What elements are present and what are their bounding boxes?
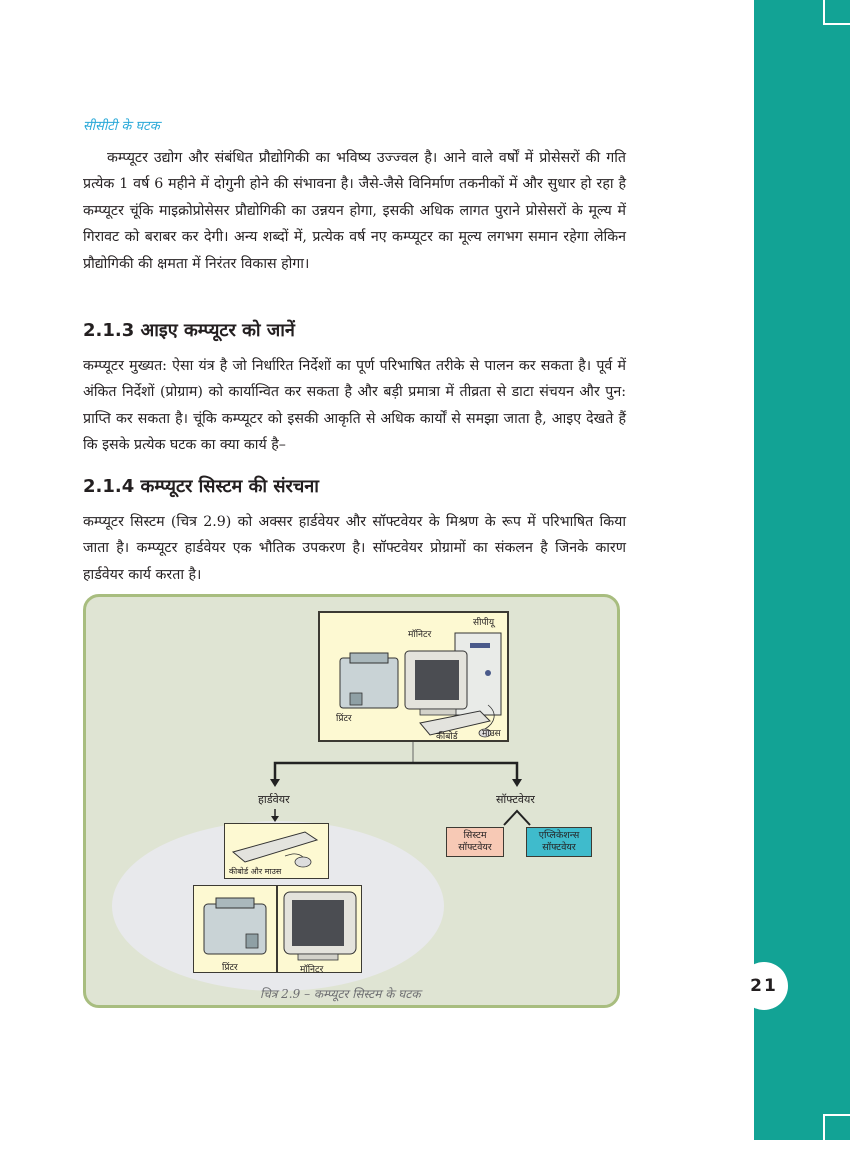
keyboard-mouse-image: [224, 823, 329, 879]
label-monitor-bottom: मॉनिटर: [300, 965, 324, 975]
page-number: 21: [740, 962, 788, 1010]
monitor-icon: [278, 886, 363, 974]
system-software-line2: सॉफ्टवेयर: [458, 842, 492, 853]
section-214-body: कम्प्यूटर सिस्टम (चित्र 2.9) को अक्सर हार्डवेयर और सॉफ्टवेयर के मिश्रण के रूप में परिभाषित किया जाता है। कम्प्यूटर हार्डवेयर एक भौतिक उपकरण है। सॉफ्टवेयर प्रोग्रामों का संकलन है जिनके कारण हार्डवेयर कार्य करता है।: [83, 514, 626, 583]
application-software-line1: एप्लिकेशन्स: [538, 830, 580, 841]
label-keyboard: कीबोर्ड: [436, 732, 458, 742]
intro-paragraph: कम्प्यूटर उद्योग और संबंधित प्रौद्योगिकी का भविष्य उज्ज्वल है। आने वाले वर्षों में प्रोसेसरों की गति प्रत्येक 1 वर्ष 6 महीने में दोगुनी होने की संभावना है। जैसे-जैसे विनिर्माण तकनीकों में और सुधार हो रहा है कम्प्यूटर चूंकि माइक्रोप्रोसेसर प्रौद्योगिकी का उन्नयन होगा, इसकी अधिक लागत पुराने प्रोसेसरों के मूल्य में गिरावट को बराबर कर देगी। अन्य शब्दों में, प्रत्येक वर्ष नए कम्प्यूटर का मूल्य लगभग समान रहेगा लेकिन प्रौद्योगिकी की क्षमता में निरंतर विकास होगा।: [83, 150, 626, 272]
section-heading-214: 2.1.4 कम्प्यूटर सिस्टम की संरचना: [83, 476, 319, 497]
label-keyboard-mouse: कीबोर्ड और माउस: [229, 867, 282, 876]
label-monitor: मॉनिटर: [408, 630, 432, 640]
application-software-box: [526, 827, 592, 857]
figure-caption: चित्र 2.9 – कम्प्यूटर सिस्टम के घटक: [260, 987, 421, 1001]
system-software-box: [446, 827, 504, 857]
crop-mark-bottom: [823, 1114, 850, 1156]
label-mouse: माउस: [482, 729, 501, 739]
application-software-line2: सॉफ्टवेयर: [542, 842, 576, 853]
label-cpu: सीपीयू: [473, 618, 495, 628]
label-printer: प्रिंटर: [336, 714, 352, 724]
label-printer-bottom: प्रिंटर: [222, 963, 238, 973]
system-software-line1: सिस्टम: [463, 830, 487, 841]
monitor-image: [277, 885, 362, 973]
crop-mark-top: [823, 0, 850, 25]
running-head: सीसीटी के घटक: [83, 119, 160, 134]
label-hardware: हार्डवेयर: [258, 793, 290, 806]
label-software: सॉफ्टवेयर: [496, 793, 535, 806]
figure-computer-system: [83, 594, 620, 1008]
printer-image: [193, 885, 277, 973]
section-213-body: कम्प्यूटर मुख्यत: ऐसा यंत्र है जो निर्धारित निर्देशों का पूर्ण परिभाषित तरीके से पालन कर सकता है। पूर्व में अंकित निर्देशों (प्रोग्राम) को कार्यान्वित कर सकता है और बड़ी प्रमात्रा में तीव्रता से डाटा संचयन और पुन: प्राप्ति कर सकता है। चूंकि कम्प्यूटर को इसकी आकृति से अधिक कार्यों से समझा जाता है, आइए देखते हैं कि इसके प्रत्येक घटक का क्या कार्य है–: [83, 358, 626, 454]
section-heading-213: 2.1.3 आइए कम्प्यूटर को जानें: [83, 320, 295, 341]
